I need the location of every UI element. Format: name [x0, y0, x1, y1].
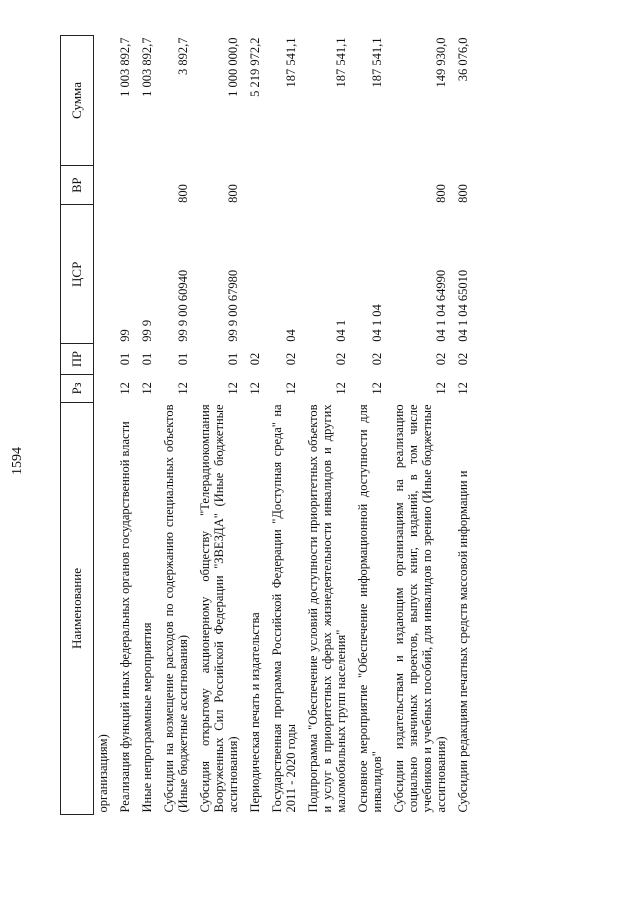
row-sum: 3 892,7 — [176, 37, 190, 75]
page-number: 1594 — [10, 447, 25, 475]
row-csr: 99 9 00 60940 — [176, 269, 190, 342]
table-row — [453, 36, 475, 815]
row-rz: 12 — [334, 382, 348, 395]
row-vr — [137, 165, 159, 205]
header-vr: ВР — [61, 165, 94, 205]
row-csr: 04 1 04 65010 — [456, 269, 470, 342]
row-rz: 12 — [226, 382, 240, 395]
row-name: Субсидии на возмещение расходов по содержанию специальных объектов (Иные бюджетные ассигнования) — [162, 404, 190, 813]
row-name: Подпрограмма "Обеспечение условий доступности приоритетных объектов и услуг в приоритетных сферах жизнедеятельности инвалидов и других маломобильных групп населения" — [306, 404, 348, 813]
row-vr: 800 — [434, 184, 448, 203]
row-vr — [115, 165, 137, 205]
row-csr — [245, 205, 267, 344]
row-vr: 800 — [226, 184, 240, 203]
header-rz: Рз — [61, 374, 94, 402]
row-csr: 04 1 04 64990 — [434, 269, 448, 342]
row-sum: 187 541,1 — [334, 37, 348, 88]
table-row — [245, 36, 267, 815]
table-row — [353, 36, 389, 815]
row-name: Реализация функций иных федеральных органов государственной власти — [118, 421, 132, 813]
table-row — [94, 36, 116, 815]
table-row — [303, 36, 353, 815]
row-sum: 5 219 972,2 — [248, 37, 262, 97]
header-name: Наименование — [61, 402, 94, 814]
header-pr: ПР — [61, 344, 94, 374]
row-vr — [267, 165, 303, 205]
row-name: Субсидии издательствам и издающим организациям на реализацию социально значимых проектов, выпуск книг, изданий, в том числе учебников и учебных пособий, для инвалидов по зрению (Иные бюджетные ассигнования) — [392, 404, 448, 813]
row-csr — [94, 205, 116, 344]
row-csr: 99 9 — [140, 319, 154, 342]
row-sum: 1 003 892,7 — [118, 37, 132, 97]
budget-table — [60, 35, 475, 815]
row-pr: 02 — [370, 352, 384, 366]
row-name: Периодическая печать и издательства — [248, 612, 262, 813]
row-sum: 187 541,1 — [284, 37, 298, 88]
row-rz: 12 — [284, 382, 298, 395]
header-sum: Сумма — [61, 36, 94, 166]
row-sum: 187 541,1 — [370, 37, 384, 88]
table-row — [267, 36, 303, 815]
row-csr: 99 — [118, 329, 132, 342]
row-pr: 01 — [118, 352, 132, 366]
row-rz: 12 — [176, 382, 190, 395]
row-csr: 99 9 00 67980 — [226, 269, 240, 342]
table-row — [389, 36, 453, 815]
row-pr — [94, 344, 116, 374]
row-sum: 149 930,0 — [434, 37, 448, 88]
table-row — [115, 36, 137, 815]
header-csr: ЦСР — [61, 205, 94, 344]
row-vr: 800 — [176, 184, 190, 203]
row-csr: 04 — [284, 329, 298, 342]
row-rz: 12 — [140, 382, 154, 395]
row-pr: 01 — [140, 352, 154, 366]
row-name: Субсидии редакциям печатных средств массовой информации и — [456, 470, 470, 813]
row-rz — [94, 374, 116, 402]
row-name: Иные непрограммные мероприятия — [140, 622, 154, 813]
table-row — [195, 36, 245, 815]
row-pr: 02 — [334, 352, 348, 366]
table-row — [159, 36, 195, 815]
row-pr: 02 — [248, 352, 262, 366]
row-pr: 02 — [434, 352, 448, 366]
row-name: Субсидия открытому акционерному обществу "Телерадиокомпания Вооруженных Сил Российской Федерации "ЗВЕЗДА" (Иные бюджетные ассигнования) — [198, 404, 240, 813]
row-rz: 12 — [118, 382, 132, 395]
row-sum: 36 076,0 — [456, 37, 470, 82]
table-header-row — [61, 36, 94, 815]
row-rz: 12 — [434, 382, 448, 395]
row-csr: 04 1 — [334, 319, 348, 342]
row-name: Основное мероприятие "Обеспечение информационной доступности для инвалидов" — [356, 404, 384, 813]
row-sum: 1 000 000,0 — [226, 37, 240, 97]
row-sum — [94, 36, 116, 166]
row-vr — [353, 165, 389, 205]
row-csr: 04 1 04 — [370, 304, 384, 342]
row-sum: 1 003 892,7 — [140, 37, 154, 97]
row-rz: 12 — [370, 382, 384, 395]
row-pr: 02 — [456, 352, 470, 366]
row-vr — [94, 165, 116, 205]
row-pr: 01 — [226, 352, 240, 366]
row-rz: 12 — [248, 382, 262, 395]
row-pr: 02 — [284, 352, 298, 366]
row-name: Государственная программа Российской Федерации "Доступная среда" на 2011 - 2020 годы — [270, 404, 298, 813]
row-vr — [245, 165, 267, 205]
table-row — [137, 36, 159, 815]
row-pr: 01 — [176, 352, 190, 366]
row-name: организациям) — [96, 734, 110, 813]
row-vr — [303, 165, 353, 205]
row-vr: 800 — [456, 184, 470, 203]
row-rz: 12 — [456, 382, 470, 395]
